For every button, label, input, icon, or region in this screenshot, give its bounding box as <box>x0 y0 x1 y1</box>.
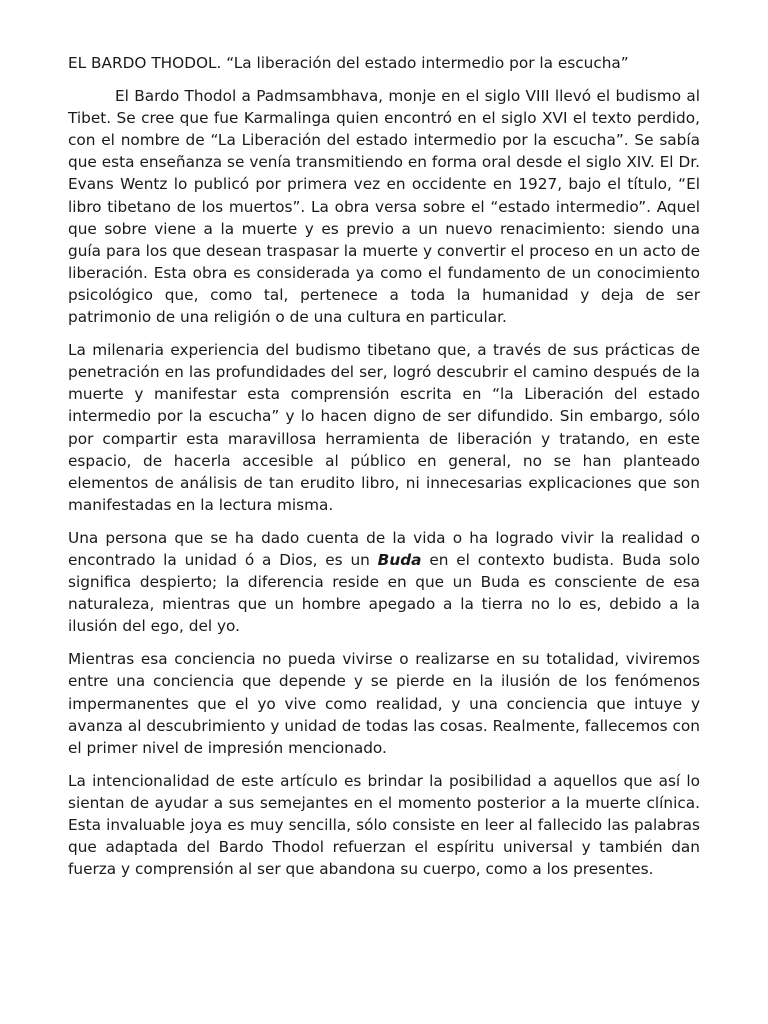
buda-emphasis: Buda <box>377 550 422 569</box>
paragraph-buda <box>68 527 700 637</box>
paragraph-intencionalidad: La intencionalidad de este artículo es brindar la posibilidad a aquellos que así lo sientan de ayudar a sus semejantes en el momento posterior a la muerte clínica. Esta invaluable joya es muy sencilla, sólo consiste en leer al fallecido las palabras que adaptada del Bardo Thodol refuerzan el espíritu universal y también dan fuerza y comprensión al ser que abandona su cuerpo, como a los presentes. <box>68 771 700 879</box>
document-title: EL BARDO THODOL. “La liberación del estado intermedio por la escucha” <box>68 54 629 72</box>
paragraph-history: El Bardo Thodol a Padmsambhava, monje en el siglo VIII llevó el budismo al Tibet. Se cree que fue Karmalinga quien encontró en el siglo XVI el texto perdido, con el nombre de “La Liberación del estado intermedio por la escucha”. Se sabía que esta enseñanza se venía transmitiendo en forma oral desde el siglo XIV. El Dr. Evans Wentz lo publicó por primera vez en occidente en 1927, bajo el título, “El libro tibetano de los muertos”. La obra versa sobre el “estado intermedio”. Aquel que sobre viene a la muerte y es previo a un nuevo renacimiento: siendo una guía para los que desean traspasar la muerte y convertir el proceso en un acto de liberación. Esta obra es considerada ya como el fundamento de un conocimiento psicológico que, como tal, pertenece a toda la humanidad y deja de ser patrimonio de una religión o de una cultura en particular. <box>68 87 700 327</box>
document-page <box>68 52 700 891</box>
paragraph-conciencia: Mientras esa conciencia no pueda vivirse o realizarse en su totalidad, viviremos entre una conciencia que depende y se pierde en la ilusión de los fenómenos impermanentes que el yo vive como realidad, y una conciencia que intuye y avanza al descubrimiento y unidad de todas las cosas. Realmente, fallecemos con el primer nivel de impresión mencionado. <box>68 650 700 757</box>
paragraph-experience: La milenaria experiencia del budismo tibetano que, a través de sus prácticas de penetración en las profundidades del ser, logró descubrir el camino después de la muerte y manifestar esta comprensión escrita en “la Liberación del estado intermedio por la escucha” y lo hacen digno de ser difundido. Sin embargo, sólo por compartir esta maravillosa herramienta de liberación y tratando, en este espacio, de hacerla accesible al público en general, no se han planteado elementos de análisis de tan erudito libro, ni innecesarias explicaciones que son manifestadas en la lectura misma. <box>68 341 700 514</box>
paragraph-buda-before: Una persona que se ha dado cuenta de la vida o ha logrado vivir la realidad o encontrado la unidad ó a Dios, es un <box>68 528 700 569</box>
paragraph-buda-after: en el contexto budista. Buda solo significa despierto; la diferencia reside en que un Buda es consciente de esa naturaleza, mientras que un hombre apegado a la tierra no lo es, debido a la ilusión del ego, del yo. <box>68 550 700 636</box>
